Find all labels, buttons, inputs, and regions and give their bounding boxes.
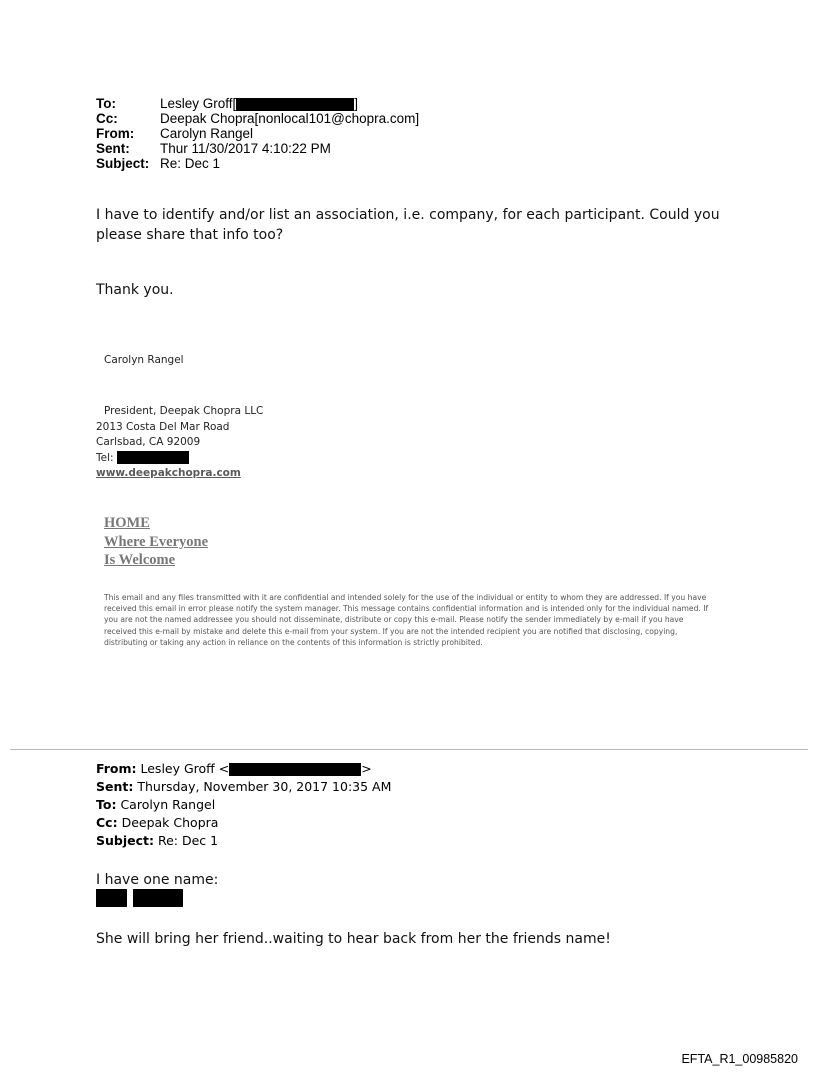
quoted-from-row: From: Lesley Groff < > [96, 761, 372, 776]
document-id: EFTA_R1_00985820 [681, 1052, 798, 1066]
signature-block [96, 404, 263, 482]
from-value: Carolyn Rangel [160, 126, 254, 141]
quoted-message-line1: I have one name: [96, 872, 219, 888]
cc-value: Deepak Chopra[nonlocal101@chopra.com] [160, 111, 420, 126]
quoted-message-line2: She will bring her friend..waiting to hear back from her the friends name! [96, 931, 611, 947]
email-header-primary [96, 96, 419, 171]
signature-address-line1: 2013 Costa Del Mar Road [96, 420, 230, 433]
website-link[interactable]: www.deepakchopra.com [96, 467, 241, 479]
home-tagline-line3: Is Welcome [104, 552, 176, 568]
sent-value: Thur 11/30/2017 4:10:22 PM [160, 141, 331, 156]
quoted-sent-row: Sent: Thursday, November 30, 2017 10:35 AM [96, 779, 392, 794]
redaction-box [133, 889, 183, 907]
quoted-cc-row: Cc: Deepak Chopra [96, 815, 219, 830]
to-label: To: [96, 96, 116, 111]
message-divider [10, 749, 808, 750]
message-paragraph: I have to identify and/or list an association, i.e. company, for each participant. Could you please share that info too? [96, 207, 720, 243]
sent-label: Sent: [96, 141, 130, 156]
signature-tel: Tel: [96, 451, 263, 467]
home-tagline [104, 514, 208, 570]
cc-row [96, 111, 419, 126]
signature-title: President, Deepak Chopra LLC [104, 405, 264, 417]
subject-value: Re: Dec 1 [160, 156, 221, 171]
to-row [96, 96, 419, 111]
from-row [96, 126, 419, 141]
redaction-box [236, 98, 354, 111]
confidentiality-disclaimer: This email and any files transmitted with it are confidential and intended solely for the use of the individual or entity to whom they are addressed. If you have received this email in error please notify the system manager. This message contains confidential information and is intended only for the individual named. If you are not the named addressee you should not disseminate, distribute or copy this e-mail. Please notify the sender immediately by e-mail if you have received this e-mail by mistake and delete this e-mail from your system. If you are not the intended recipient you are notified that disclosing, copying, distributing or taking any action in reliance on the contents of this information is strictly prohibited. [104, 593, 709, 647]
quoted-to-row: To: Carolyn Rangel [96, 797, 216, 812]
subject-label: Subject: [96, 156, 150, 171]
redaction-box [96, 889, 127, 907]
subject-row [96, 156, 419, 171]
message-closing: Thank you. [96, 282, 174, 298]
redaction-box [229, 763, 361, 776]
from-label: From: [96, 126, 135, 141]
redaction-box [117, 451, 189, 464]
home-tagline-line1: HOME [104, 515, 150, 531]
sent-row [96, 141, 419, 156]
to-value: Lesley Groff[ ] [160, 96, 359, 111]
email-header-quoted [96, 760, 391, 850]
home-tagline-line2: Where Everyone [104, 533, 209, 550]
cc-label: Cc: [96, 111, 118, 126]
signature-address-line2: Carlsbad, CA 92009 [96, 436, 201, 448]
redacted-name [96, 889, 183, 907]
signature-name: Carolyn Rangel [104, 354, 184, 366]
quoted-subject-row: Subject: Re: Dec 1 [96, 833, 219, 848]
